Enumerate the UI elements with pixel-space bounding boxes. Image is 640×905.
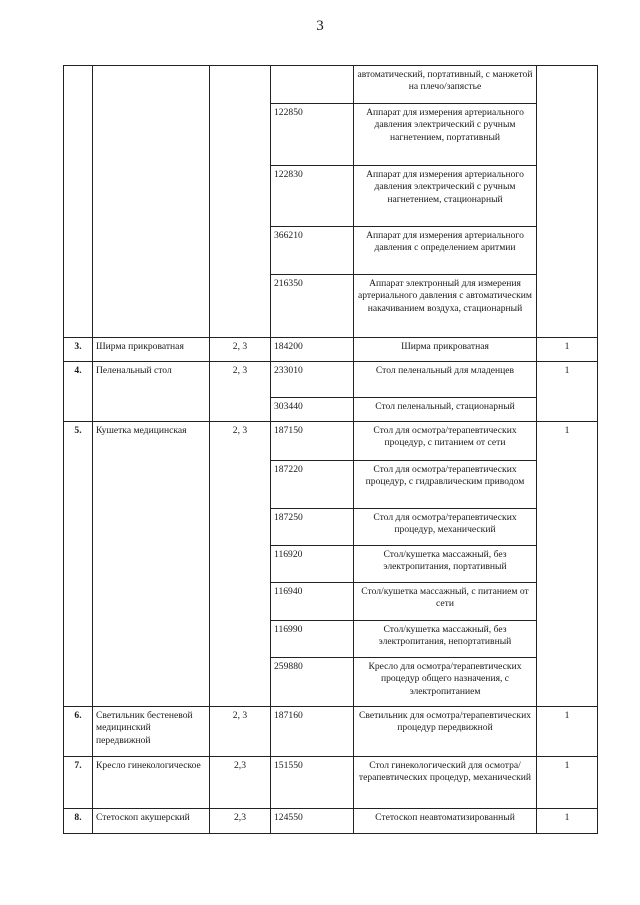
table-row	[64, 422, 598, 461]
quantity: 1	[537, 757, 598, 809]
type-code: 187150	[271, 422, 354, 461]
type-description: Стол/кушетка массажный, без электропитания, портативный	[354, 546, 537, 583]
row-number: 8.	[64, 809, 93, 834]
table-row	[64, 757, 598, 809]
equipment-class: 2, 3	[210, 707, 271, 757]
quantity	[537, 66, 598, 338]
type-code: 187250	[271, 509, 354, 546]
equipment-name: Пеленальный стол	[93, 362, 210, 422]
type-description: Стол пеленальный, стационарный	[354, 398, 537, 422]
type-description: Светильник для осмотра/терапевтических процедур передвижной	[354, 707, 537, 757]
type-description: Ширма прикроватная	[354, 338, 537, 362]
equipment-class: 2, 3	[210, 362, 271, 422]
type-description: Аппарат для измерения артериального давления электрический с ручным нагнетением, стационарный	[354, 166, 537, 227]
type-description: Стол для осмотра/терапевтических процедур, с питанием от сети	[354, 422, 537, 461]
quantity: 1	[537, 809, 598, 834]
type-code: 116920	[271, 546, 354, 583]
type-code: 184200	[271, 338, 354, 362]
equipment-class: 2,3	[210, 757, 271, 809]
type-description: Аппарат для измерения артериального давления электрический с ручным нагнетением, портативный	[354, 104, 537, 166]
table-row	[64, 362, 598, 398]
row-number: 5.	[64, 422, 93, 707]
type-description: автоматический, портативный, с манжетой на плечо/запястье	[354, 66, 537, 104]
type-code: 116990	[271, 621, 354, 658]
quantity: 1	[537, 707, 598, 757]
table-row	[64, 338, 598, 362]
quantity: 1	[537, 362, 598, 422]
type-description: Стол/кушетка массажный, без электропитания, непортативный	[354, 621, 537, 658]
table-row	[64, 707, 598, 757]
equipment-class: 2, 3	[210, 422, 271, 707]
type-description: Стол гинекологический для осмотра/терапевтических процедур, механический	[354, 757, 537, 809]
equipment-name	[93, 66, 210, 338]
row-number	[64, 66, 93, 338]
type-code	[271, 66, 354, 104]
type-description: Аппарат для измерения артериального давления с определением аритмии	[354, 227, 537, 275]
page-number: 3	[316, 18, 324, 34]
type-code: 366210	[271, 227, 354, 275]
equipment-name: Ширма прикроватная	[93, 338, 210, 362]
type-description: Стол для осмотра/терапевтических процедур, механический	[354, 509, 537, 546]
equipment-name: Светильник бестеневой медицинский передвижной	[93, 707, 210, 757]
type-description: Аппарат электронный для измерения артериального давления с автоматическим накачиванием воздуха, стационарный	[354, 275, 537, 338]
quantity: 1	[537, 422, 598, 707]
type-code: 259880	[271, 658, 354, 707]
quantity: 1	[537, 338, 598, 362]
type-code: 303440	[271, 398, 354, 422]
equipment-class	[210, 66, 271, 338]
type-description: Стетоскоп неавтоматизированный	[354, 809, 537, 834]
equipment-class: 2,3	[210, 809, 271, 834]
row-number: 3.	[64, 338, 93, 362]
table-row	[64, 66, 598, 104]
equipment-name: Кресло гинекологическое	[93, 757, 210, 809]
row-number: 6.	[64, 707, 93, 757]
type-code: 122830	[271, 166, 354, 227]
type-description: Стол/кушетка массажный, с питанием от сети	[354, 583, 537, 621]
equipment-name: Кушетка медицинская	[93, 422, 210, 707]
equipment-class: 2, 3	[210, 338, 271, 362]
equipment-name: Стетоскоп акушерский	[93, 809, 210, 834]
type-code: 187220	[271, 461, 354, 509]
row-number: 7.	[64, 757, 93, 809]
type-code: 122850	[271, 104, 354, 166]
type-description: Кресло для осмотра/терапевтических процедур общего назначения, с электропитанием	[354, 658, 537, 707]
type-code: 233010	[271, 362, 354, 398]
type-code: 151550	[271, 757, 354, 809]
row-number: 4.	[64, 362, 93, 422]
type-description: Стол пеленальный для младенцев	[354, 362, 537, 398]
type-code: 124550	[271, 809, 354, 834]
type-code: 187160	[271, 707, 354, 757]
equipment-table	[63, 65, 598, 834]
table-row	[64, 809, 598, 834]
type-code: 116940	[271, 583, 354, 621]
type-description: Стол для осмотра/терапевтических процедур, с гидравлическим приводом	[354, 461, 537, 509]
type-code: 216350	[271, 275, 354, 338]
